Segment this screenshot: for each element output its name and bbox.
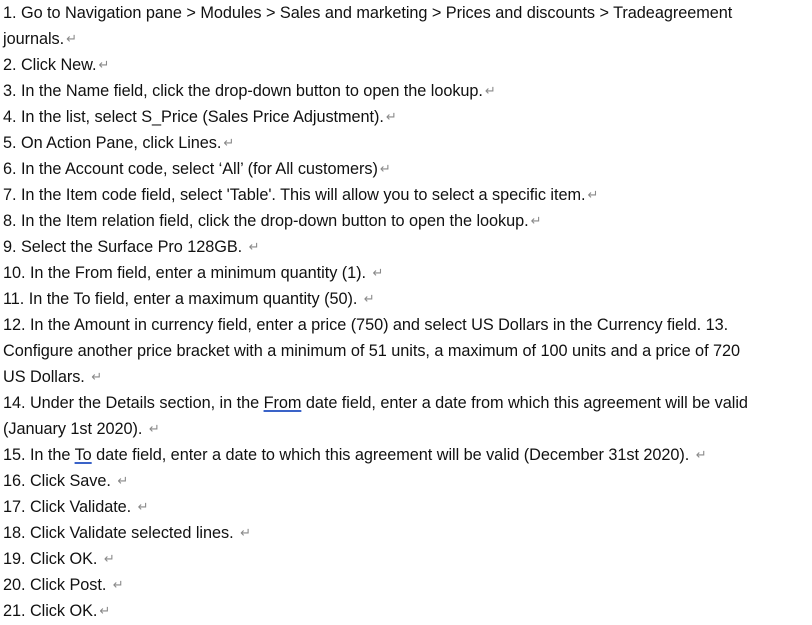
step-19-text: 19. Click OK. <box>3 550 102 568</box>
paragraph-mark-icon: ↵ <box>248 239 260 254</box>
step-14-text-b: (January 1st 2020). <box>3 420 147 438</box>
step-4 <box>3 104 812 130</box>
step-11 <box>3 286 812 312</box>
step-1-text-a: 1. Go to Navigation pane > Modules > Sales and marketing > Prices and discounts > Tradeagreement <box>3 4 733 22</box>
step-19 <box>3 546 812 572</box>
step-2-text: 2. Click New. <box>3 56 97 74</box>
step-15-text-post: date field, enter a date to which this agreement will be valid (December 31st 2020). <box>91 446 694 464</box>
paragraph-mark-icon: ↵ <box>372 265 384 280</box>
step-14-line-2 <box>3 416 812 442</box>
step-12-line-1 <box>3 312 812 338</box>
paragraph-mark-icon: ↵ <box>530 213 542 228</box>
step-8-text: 8. In the Item relation field, click the drop-down button to open the lookup. <box>3 212 529 230</box>
step-18-text: 18. Click Validate selected lines. <box>3 524 239 542</box>
step-5 <box>3 130 812 156</box>
step-17 <box>3 494 812 520</box>
paragraph-mark-icon: ↵ <box>98 57 110 72</box>
step-14-text-pre: 14. Under the Details section, in the <box>3 394 264 412</box>
step-21 <box>3 598 812 624</box>
step-9 <box>3 234 812 260</box>
paragraph-mark-icon: ↵ <box>112 577 124 592</box>
step-12-line-2 <box>3 338 812 364</box>
step-21-text: 21. Click OK. <box>3 602 98 620</box>
paragraph-mark-icon: ↵ <box>91 369 103 384</box>
step-20 <box>3 572 812 598</box>
step-9-text: 9. Select the Surface Pro 128GB. <box>3 238 247 256</box>
step-4-text: 4. In the list, select S_Price (Sales Price Adjustment). <box>3 108 384 126</box>
paragraph-mark-icon: ↵ <box>148 421 160 436</box>
from-field-link[interactable]: From <box>263 394 302 412</box>
step-1-line-1 <box>3 0 812 26</box>
paragraph-mark-icon: ↵ <box>117 473 129 488</box>
instruction-document <box>3 0 812 624</box>
paragraph-mark-icon: ↵ <box>363 291 375 306</box>
step-1-line-2 <box>3 26 812 52</box>
step-2 <box>3 52 812 78</box>
step-3 <box>3 78 812 104</box>
step-8 <box>3 208 812 234</box>
step-12-text-c: US Dollars. <box>3 368 90 386</box>
paragraph-mark-icon: ↵ <box>695 447 707 462</box>
step-12-line-3 <box>3 364 812 390</box>
paragraph-mark-icon: ↵ <box>66 31 77 46</box>
step-6-text: 6. In the Account code, select ‘All’ (for All customers) <box>3 160 378 178</box>
paragraph-mark-icon: ↵ <box>103 551 115 566</box>
to-field-link[interactable]: To <box>74 446 92 464</box>
paragraph-mark-icon: ↵ <box>99 603 111 618</box>
paragraph-mark-icon: ↵ <box>223 135 235 150</box>
step-14-text-post: date field, enter a date from which this agreement will be valid <box>301 394 748 412</box>
step-14-line-1 <box>3 390 812 416</box>
step-12-text-b: Configure another price bracket with a minimum of 51 units, a maximum of 100 units and a price of 720 <box>3 342 741 360</box>
paragraph-mark-icon: ↵ <box>137 499 149 514</box>
step-1-text-b: journals. <box>3 30 65 48</box>
step-17-text: 17. Click Validate. <box>3 498 136 516</box>
step-7-text: 7. In the Item code field, select 'Table'. This will allow you to select a specific item. <box>3 186 586 204</box>
step-10-text: 10. In the From field, enter a minimum quantity (1). <box>3 264 371 282</box>
step-7 <box>3 182 812 208</box>
step-16 <box>3 468 812 494</box>
step-12-text-a: 12. In the Amount in currency field, enter a price (750) and select US Dollars in the Currency field. 13. <box>3 316 729 334</box>
step-20-text: 20. Click Post. <box>3 576 111 594</box>
step-6 <box>3 156 812 182</box>
step-11-text: 11. In the To field, enter a maximum quantity (50). <box>3 290 362 308</box>
step-10 <box>3 260 812 286</box>
paragraph-mark-icon: ↵ <box>240 525 251 540</box>
step-3-text: 3. In the Name field, click the drop-down button to open the lookup. <box>3 82 483 100</box>
paragraph-mark-icon: ↵ <box>484 83 496 98</box>
step-15 <box>3 442 812 468</box>
step-5-text: 5. On Action Pane, click Lines. <box>3 134 222 152</box>
paragraph-mark-icon: ↵ <box>379 161 391 176</box>
step-18 <box>3 520 812 546</box>
paragraph-mark-icon: ↵ <box>587 187 599 202</box>
step-16-text: 16. Click Save. <box>3 472 116 490</box>
step-15-text-pre: 15. In the <box>3 446 75 464</box>
paragraph-mark-icon: ↵ <box>385 109 397 124</box>
